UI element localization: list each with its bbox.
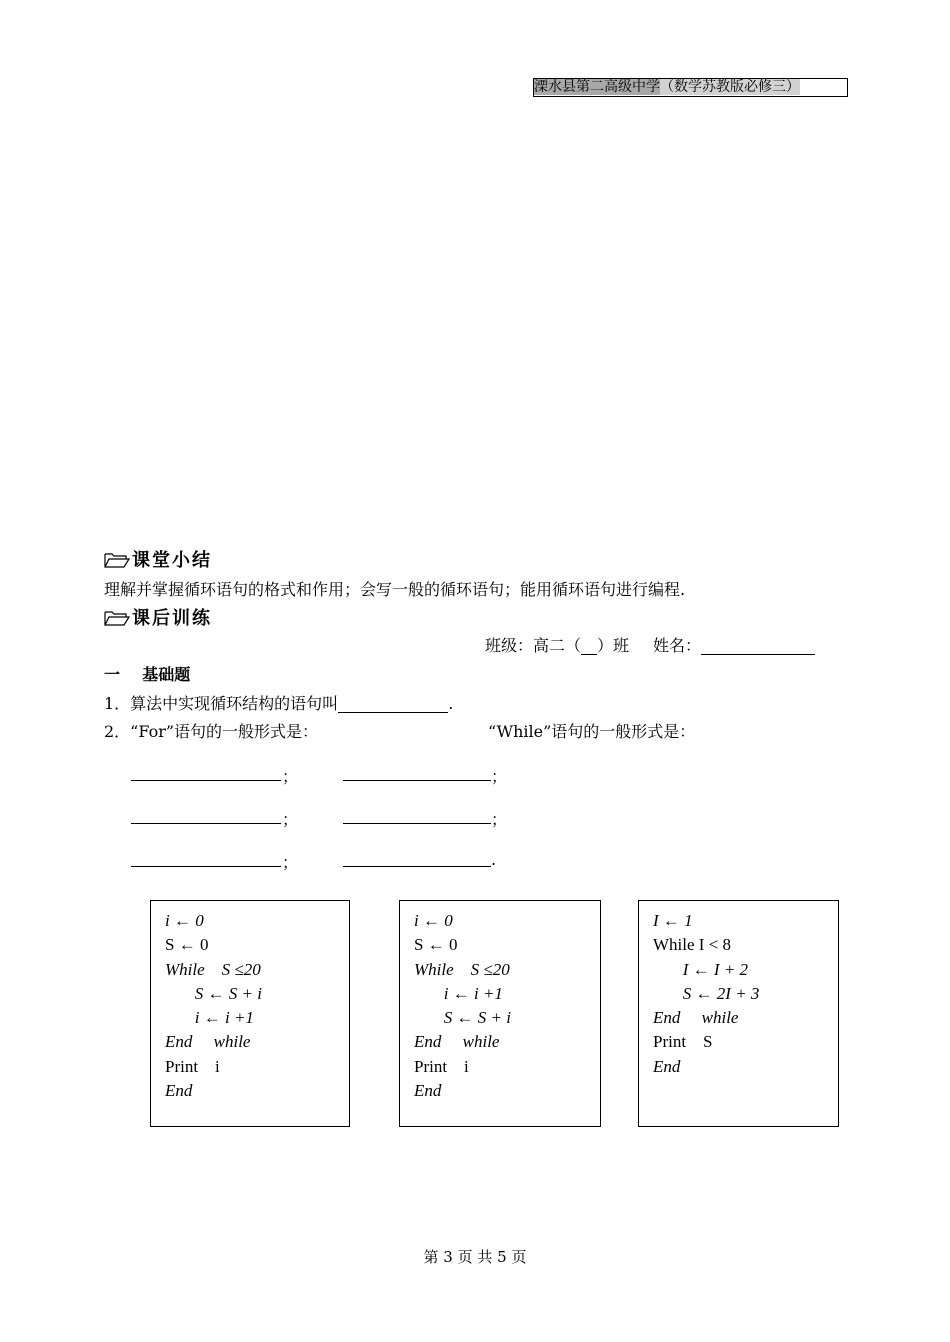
summary-text: 理解并掌握循环语句的格式和作用；会写一般的循环语句；能用循环语句进行编程.: [104, 580, 686, 599]
code-line: S ← S + i: [165, 983, 262, 1003]
school-name: 溧水县第二高级中学: [534, 79, 660, 95]
q2-for-label: 2．“For”语句的一般形式是：: [104, 722, 319, 741]
semicolon: ；: [282, 810, 299, 829]
while-blank-3[interactable]: [343, 848, 491, 867]
q1-end: .: [448, 694, 454, 713]
semicolon: ；: [282, 853, 299, 872]
code-line: End while: [414, 1032, 500, 1052]
code-line: End while: [165, 1032, 251, 1052]
page-footer: 第 3 页 共 5 页: [423, 1248, 527, 1266]
code-line: End: [165, 1081, 193, 1101]
semicolon: ；: [491, 810, 508, 829]
code-box-3: [638, 900, 839, 1127]
code-line: i ← 0: [165, 911, 204, 930]
name-blank[interactable]: [701, 636, 815, 655]
code-line: While S ≤20: [414, 959, 510, 979]
code-line: S ← S + i: [414, 1008, 511, 1028]
while-blank-2[interactable]: [343, 805, 491, 824]
folder-icon: [104, 551, 130, 569]
code-line: Print i: [414, 1056, 469, 1076]
code-box-2: [399, 900, 601, 1127]
class-suffix: ）班: [597, 636, 630, 655]
semicolon: ；: [282, 767, 299, 786]
q1-blank[interactable]: [338, 694, 448, 713]
class-blank[interactable]: [581, 636, 597, 655]
code-line: i ← i +1: [165, 1008, 254, 1028]
semicolon: ；: [491, 767, 508, 786]
code-box-1: [150, 900, 350, 1127]
for-blank-3[interactable]: [131, 848, 281, 867]
code-line: i ← 0: [414, 911, 453, 930]
class-label: 班级：高二（: [485, 636, 582, 655]
code-line: While I < 8: [653, 935, 732, 955]
training-title: 课后训练: [132, 608, 212, 629]
code-line: Print i: [165, 1056, 220, 1076]
code-line: S ← 0: [414, 935, 458, 955]
period: .: [491, 850, 497, 869]
course-name: （数学苏教版必修三）: [660, 79, 800, 95]
code-line: I ← 1: [653, 911, 693, 930]
code-line: S ← 0: [165, 935, 209, 955]
q1-text: 1．算法中实现循环结构的语句叫: [104, 694, 339, 713]
code-line: End: [653, 1056, 681, 1076]
question-1: [104, 691, 453, 714]
summary-title: 课堂小结: [132, 550, 212, 571]
code-line: I ← I + 2: [653, 959, 749, 979]
code-line: Print S: [653, 1032, 713, 1052]
code-line: While S ≤20: [165, 959, 261, 979]
training-heading: [104, 604, 212, 630]
for-blank-2[interactable]: [131, 805, 281, 824]
folder-icon: [104, 609, 130, 627]
header-banner: [533, 78, 848, 97]
q2-while-label: “While”语句的一般形式是：: [488, 722, 696, 741]
for-blank-1[interactable]: [131, 762, 281, 781]
summary-heading: [104, 546, 212, 572]
code-line: End while: [653, 1008, 739, 1028]
code-line: End: [414, 1081, 442, 1101]
class-name-line: [485, 633, 815, 656]
section-heading: 一 基础题: [104, 665, 191, 684]
code-line: i ← i +1: [414, 983, 503, 1003]
code-line: S ← 2I + 3: [653, 983, 760, 1003]
name-label: 姓名：: [653, 636, 702, 655]
while-blank-1[interactable]: [343, 762, 491, 781]
